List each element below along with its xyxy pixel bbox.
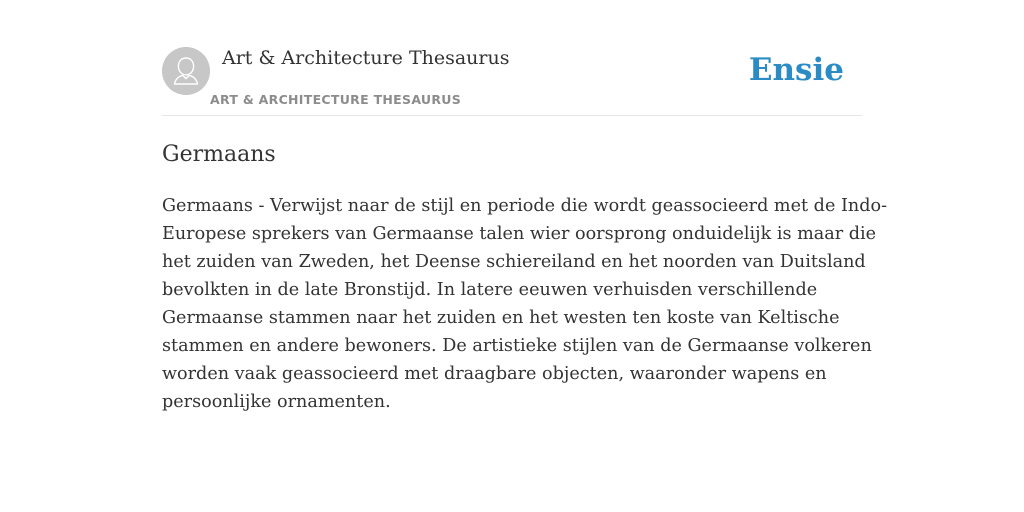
source-subtitle[interactable]: ART & ARCHITECTURE THESAURUS <box>210 92 462 107</box>
source-title[interactable]: Art & Architecture Thesaurus <box>222 47 510 69</box>
avatar[interactable] <box>162 47 210 95</box>
definition-line: het zuiden van Zweden, het Deense schiereiland en het noorden van Duitsland <box>162 252 866 272</box>
entry-header <box>162 0 862 116</box>
definition-line: persoonlijke ornamenten. <box>162 392 391 412</box>
definition-line: stammen en andere bewoners. De artistieke stijlen van de Germaanse volkeren <box>162 336 872 356</box>
user-silhouette-icon <box>162 47 210 95</box>
definition-line: worden vaak geassocieerd met draagbare objecten, waaronder wapens en <box>162 364 827 384</box>
definition-text <box>162 192 888 416</box>
definition-line: Germaanse stammen naar het zuiden en het westen ten koste van Keltische <box>162 308 840 328</box>
entry-card <box>162 0 888 512</box>
definition-line: Germaans - Verwijst naar de stijl en periode die wordt geassocieerd met de Indo- <box>162 196 888 216</box>
term-title: Germaans <box>162 142 276 167</box>
brand-logo[interactable]: Ensie <box>748 52 844 88</box>
definition-line: Europese sprekers van Germaanse talen wier oorsprong onduidelijk is maar die <box>162 224 877 244</box>
definition-line: bevolkten in de late Bronstijd. In latere eeuwen verhuisden verschillende <box>162 280 818 300</box>
